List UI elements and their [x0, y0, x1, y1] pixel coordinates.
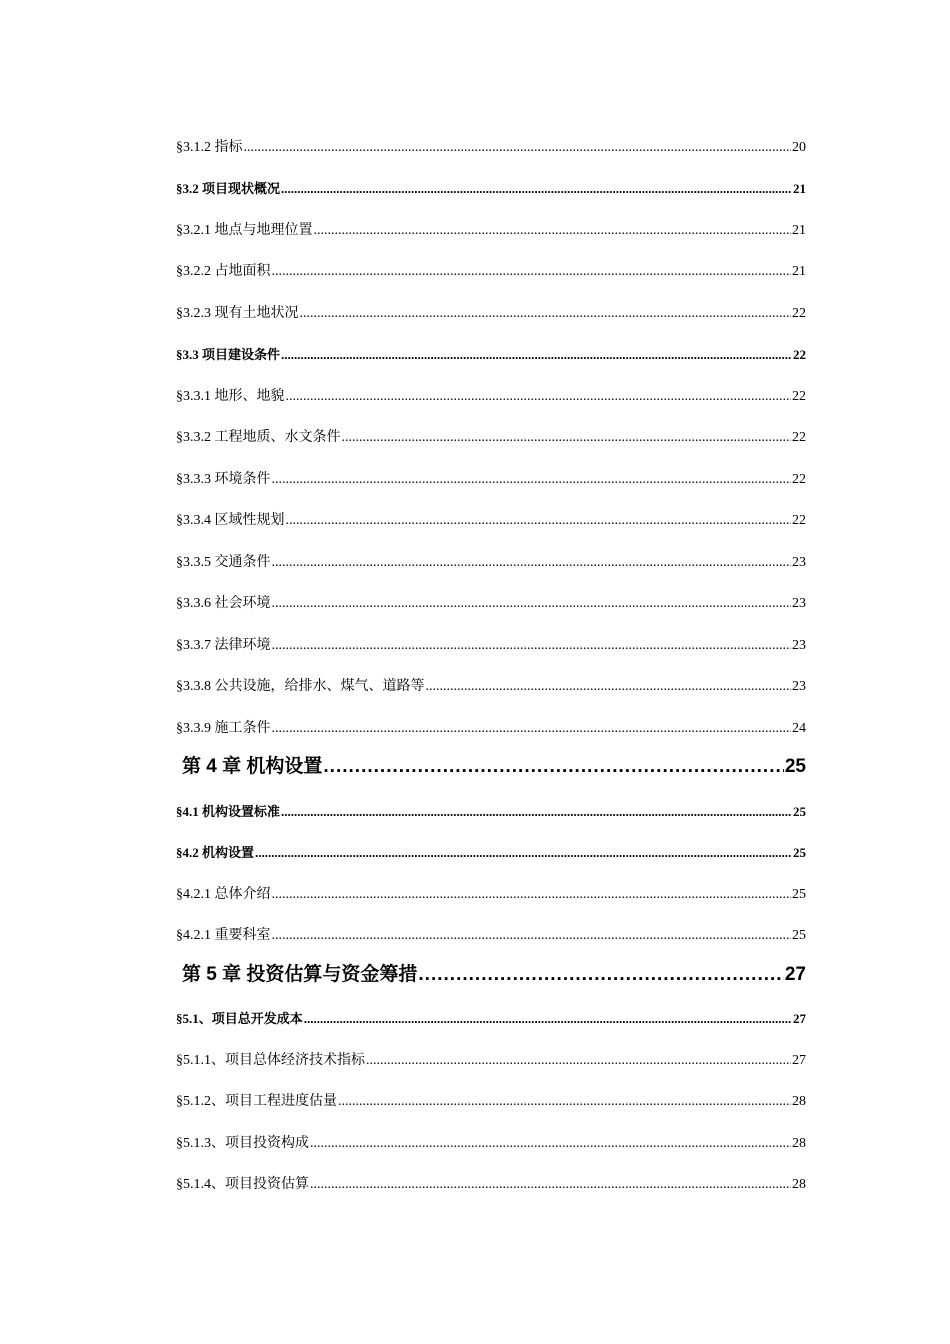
toc-entry-label: §5.1.2、项目工程进度估量 [176, 1094, 337, 1109]
toc-page-number: 23 [792, 596, 806, 611]
toc-page-number: 21 [792, 264, 806, 279]
toc-page-number: 25 [792, 886, 806, 902]
toc-section-entry[interactable] [176, 336, 806, 378]
toc-page-number: 28 [792, 1135, 806, 1151]
toc-page-number: 28 [792, 1177, 806, 1192]
toc-subsection-entry[interactable] [176, 917, 806, 959]
toc-dot-leader [272, 266, 792, 280]
toc-dot-leader [338, 1096, 791, 1110]
toc-dot-leader [310, 1138, 791, 1152]
toc-page-number: 22 [793, 347, 806, 362]
toc-entry-label: §5.1.3、项目投资构成 [176, 1135, 309, 1151]
toc-subsection-entry[interactable] [176, 543, 806, 585]
toc-section-entry[interactable] [176, 792, 806, 834]
toc-dot-leader [281, 350, 792, 363]
toc-chapter-entry[interactable] [176, 751, 806, 793]
toc-subsection-entry[interactable] [176, 1083, 806, 1125]
toc-subsection-entry[interactable] [176, 585, 806, 627]
toc-subsection-entry[interactable] [176, 211, 806, 253]
toc-dot-leader [310, 1179, 791, 1193]
toc-entry-label: §3.3.8 公共设施，给排水、煤气、道路等 [176, 679, 425, 694]
toc-page-number: 25 [784, 756, 806, 777]
toc-subsection-entry[interactable] [176, 875, 806, 917]
toc-dot-leader [272, 889, 792, 903]
toc-subsection-entry[interactable] [176, 1124, 806, 1166]
toc-entry-label: §3.2.2 占地面积 [176, 264, 271, 279]
toc-entry-label: §3.3 项目建设条件 [176, 347, 281, 362]
toc-section-entry[interactable] [176, 1000, 806, 1042]
toc-dot-leader [426, 681, 792, 695]
toc-page-number: 25 [793, 845, 806, 860]
toc-dot-leader [304, 1014, 792, 1027]
toc-dot-leader [323, 759, 783, 778]
toc-page-number: 21 [793, 181, 806, 196]
toc-dot-leader [244, 142, 792, 156]
toc-dot-leader [281, 807, 792, 820]
toc-entry-label: §4.2.1 总体介绍 [176, 886, 271, 902]
toc-page-number: 28 [792, 1094, 806, 1109]
toc-entry-label: §3.3.2 工程地质、水文条件 [176, 430, 341, 445]
toc-page-number: 27 [792, 1052, 806, 1068]
toc-entry-label: 第 5 章 投资估算与资金筹措 [182, 963, 418, 985]
toc-entry-label: §3.3.3 环境条件 [176, 471, 271, 487]
toc-dot-leader [300, 308, 792, 322]
toc-dot-leader [286, 515, 792, 529]
toc-subsection-entry[interactable] [176, 128, 806, 170]
toc-dot-leader [281, 184, 792, 197]
toc-entry-label: §4.1 机构设置标准 [176, 803, 281, 819]
toc-page-number: 23 [792, 554, 806, 570]
toc-entry-label: §3.3.4 区域性规划 [176, 513, 285, 528]
toc-entry-label: §5.1.1、项目总体经济技术指标 [176, 1052, 365, 1068]
toc-dot-leader [286, 391, 792, 405]
toc-subsection-entry[interactable] [176, 1166, 806, 1208]
toc-page-number: 27 [793, 1011, 806, 1026]
toc-dot-leader [342, 432, 792, 446]
toc-page-number: 22 [792, 388, 806, 404]
toc-subsection-entry[interactable] [176, 419, 806, 461]
toc-section-entry[interactable] [176, 170, 806, 212]
toc-dot-leader [272, 557, 792, 571]
toc-entry-label: §4.2 机构设置 [176, 845, 255, 860]
toc-subsection-entry[interactable] [176, 377, 806, 419]
table-of-contents [176, 128, 806, 1207]
toc-page-number: 23 [792, 679, 806, 694]
toc-entry-label: §3.3.9 施工条件 [176, 720, 271, 736]
toc-entry-label: §4.2.1 重要科室 [176, 928, 271, 943]
toc-dot-leader [366, 1055, 791, 1069]
toc-subsection-entry[interactable] [176, 253, 806, 295]
toc-page-number: 22 [792, 430, 806, 445]
toc-page-number: 24 [792, 720, 806, 736]
toc-dot-leader [255, 848, 792, 861]
toc-subsection-entry[interactable] [176, 1041, 806, 1083]
toc-dot-leader [272, 598, 792, 612]
toc-dot-leader [272, 640, 792, 654]
toc-dot-leader [272, 930, 792, 944]
toc-page-number: 23 [792, 637, 806, 653]
toc-page-number: 20 [792, 139, 806, 155]
toc-subsection-entry[interactable] [176, 626, 806, 668]
toc-entry-label: §3.3.5 交通条件 [176, 554, 271, 570]
toc-dot-leader [314, 225, 792, 239]
toc-subsection-entry[interactable] [176, 709, 806, 751]
toc-entry-label: §3.3.7 法律环境 [176, 637, 271, 653]
toc-page-number: 22 [792, 471, 806, 487]
toc-section-entry[interactable] [176, 834, 806, 876]
toc-entry-label: §5.1、项目总开发成本 [176, 1011, 303, 1026]
toc-subsection-entry[interactable] [176, 294, 806, 336]
toc-dot-leader [272, 474, 792, 488]
toc-entry-label: §3.2.1 地点与地理位置 [176, 222, 313, 238]
toc-entry-label: §3.3.6 社会环境 [176, 596, 271, 611]
toc-entry-label: §3.3.1 地形、地貌 [176, 388, 285, 404]
toc-subsection-entry[interactable] [176, 668, 806, 710]
toc-dot-leader [272, 723, 792, 737]
toc-page-number: 22 [792, 513, 806, 528]
toc-entry-label: 第 4 章 机构设置 [182, 756, 323, 777]
toc-subsection-entry[interactable] [176, 502, 806, 544]
toc-page-number: 21 [792, 222, 806, 238]
toc-entry-label: §3.2 项目现状概况 [176, 181, 281, 196]
toc-chapter-entry[interactable] [176, 958, 806, 1000]
toc-page-number: 22 [792, 305, 806, 321]
toc-page-number: 25 [793, 803, 806, 819]
toc-entry-label: §3.1.2 指标 [176, 139, 243, 155]
toc-dot-leader [418, 967, 783, 986]
toc-entry-label: §5.1.4、项目投资估算 [176, 1177, 309, 1192]
toc-page-number: 25 [792, 928, 806, 943]
toc-page-number: 27 [784, 963, 806, 985]
toc-subsection-entry[interactable] [176, 460, 806, 502]
toc-entry-label: §3.2.3 现有土地状况 [176, 305, 299, 321]
